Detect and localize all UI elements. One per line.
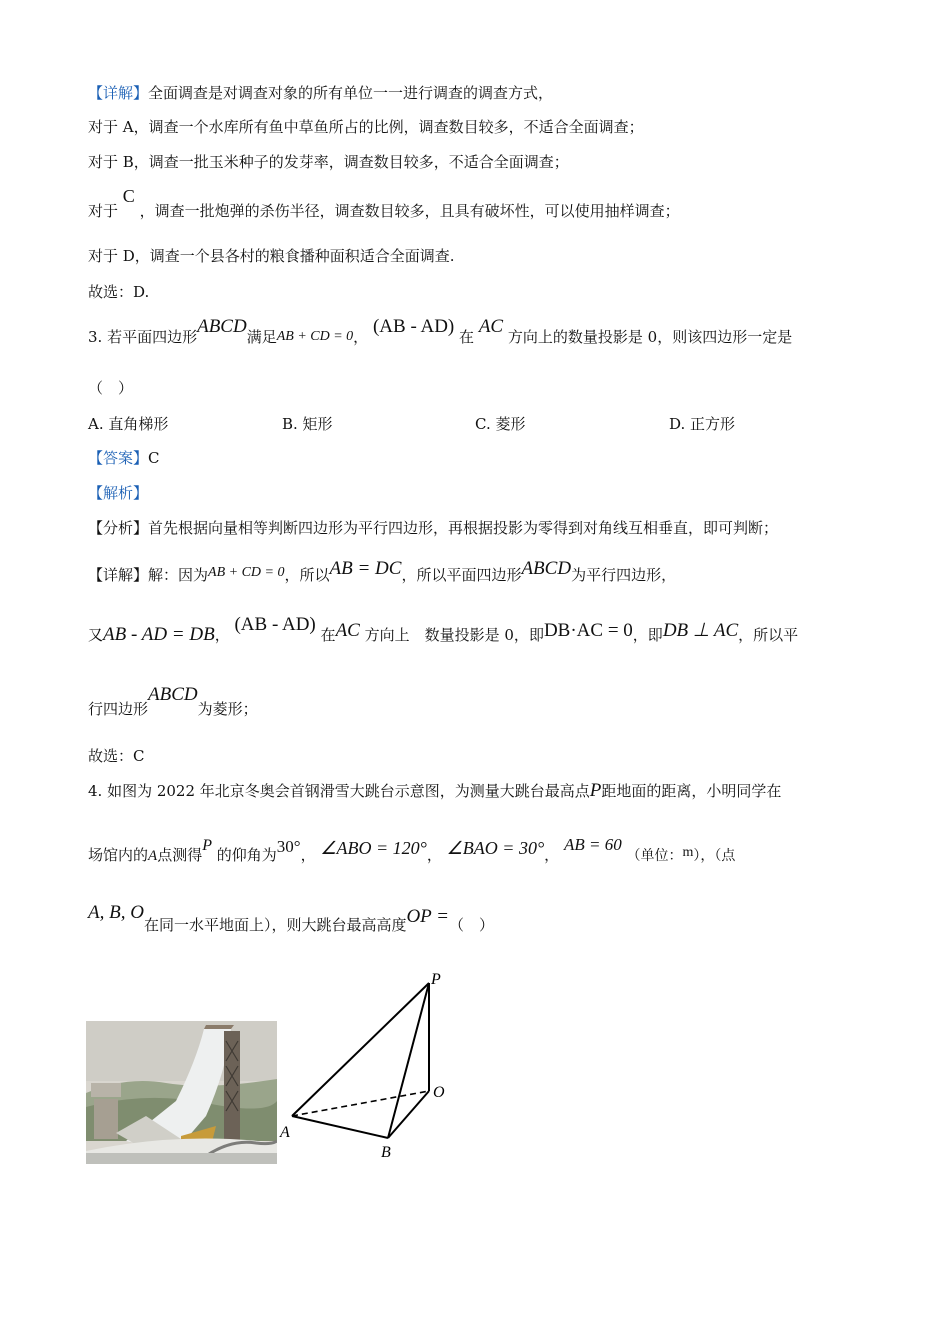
detail-text-b: ，所以 (284, 566, 330, 584)
q4-l2-a: 场馆内的 (88, 846, 149, 864)
q4-l3-a: 在同一水平地面上），则大跳台最高高度 (143, 916, 407, 934)
detail-intro-text: 全面调查是对调查对象的所有单位一一进行调查的调查方式， (148, 84, 554, 102)
q4-l2-h: ），（点 (693, 848, 736, 864)
q4-l2-b: 点测得 (157, 846, 203, 864)
q4-l2-d: ， (300, 846, 316, 864)
q4-l2-p: P (202, 837, 212, 854)
detail-tag: 【详解】 (88, 84, 149, 102)
d2-c: 在 (320, 626, 336, 644)
d2-d: 方向上 数量投影是 0，即 (364, 626, 544, 644)
detail-tag-q3: 【详解】 (88, 566, 149, 584)
q3-expr: (AB - AD) (372, 316, 455, 337)
option-a-explanation: 对于 A，调查一个水库所有鱼中草鱼所占的比例，调查数目较多，不适合全面调查； (88, 118, 644, 136)
q3-analysis-line (88, 483, 148, 503)
detail-text-c: ，所以平面四边形 (401, 566, 522, 584)
label-a: A (280, 1124, 290, 1141)
geometry-figure (276, 966, 456, 1166)
option-c-prefix: 对于 (88, 202, 119, 220)
label-b: B (381, 1144, 391, 1161)
q3-stem-line1 (88, 316, 793, 349)
analysis-tag: 【解析】 (88, 484, 149, 502)
q3-detail-line2 (88, 614, 799, 645)
q3-abcd: ABCD (197, 316, 247, 337)
d2-dot: DB·AC = 0 (543, 620, 633, 641)
q3-eq: AB + CD = 0 (276, 329, 354, 344)
option-c-explanation (88, 186, 680, 221)
q4-l2-g: （单位： (626, 848, 683, 864)
q4-l3-b: （ ） (449, 916, 495, 934)
answer-tag: 【答案】 (88, 449, 149, 467)
option-d-explanation: 对于 D，调查一个县各村的粮食播种面积适合全面调查. (88, 247, 455, 265)
q4-l2-ang: 30° (276, 837, 301, 856)
detail-text-a: 解：因为 (148, 566, 209, 584)
d3-abcd: ABCD (148, 684, 198, 705)
q3-answer-line (88, 448, 160, 468)
q4-l2-f: ， (544, 846, 560, 864)
detail-text-d: 为平行四边形， (571, 566, 677, 584)
q4-l3-op: OP = (406, 906, 450, 927)
q3-detail-line3 (88, 684, 258, 719)
q4-l2-m: m (682, 845, 694, 860)
option-c-letter: C (122, 186, 135, 206)
q4-stem-line3 (88, 902, 495, 935)
q3-number: 3. 若平面四边形 (88, 328, 198, 346)
q3-satisfy: 满足 (246, 328, 277, 346)
q3-ac: AC (478, 316, 504, 337)
ski-jump-photo (86, 1021, 277, 1164)
d3-a: 行四边形 (88, 700, 149, 718)
option-b-explanation: 对于 B，调查一批玉米种子的发芽率，调查数目较多，不适合全面调查； (88, 153, 569, 171)
choice-d: 故选：D. (88, 283, 150, 301)
q3-paren: （ ） (88, 379, 134, 397)
q4-l3-pts: A, B, O (88, 902, 144, 923)
detail-intro-line (88, 83, 553, 103)
q3-option-b: B. 矩形 (282, 415, 333, 433)
q4-l1-b: 距地面的距离，小明同学在 (601, 782, 782, 800)
d2-expr: (AB - AD) (234, 614, 316, 635)
q3-rest: 方向上的数量投影是 0，则该四边形一定是 (507, 328, 793, 346)
q4-stem-line2 (88, 835, 736, 867)
label-o: O (433, 1084, 445, 1101)
d2-e: ，即 (632, 626, 663, 644)
q3-detail-line1 (88, 558, 677, 587)
fenxi-tag: 【分析】 (88, 519, 149, 537)
d2-eq: AB - AD = DB (103, 624, 215, 645)
q4-l1-a: 4. 如图为 2022 年北京冬奥会首钢滑雪大跳台示意图，为测量大跳台最高点 (88, 782, 590, 800)
q4-l2-bao: ∠BAO = 30° (446, 838, 545, 858)
d2-b: ， (214, 626, 230, 644)
edge-ap (292, 983, 429, 1116)
q3-comma: ， (353, 328, 369, 346)
edge-ab (292, 1116, 388, 1138)
d2-ac: AC (335, 620, 360, 641)
detail-abcd: ABCD (521, 558, 572, 579)
q4-l2-A: A (148, 848, 158, 864)
q3-on: 在 (459, 328, 475, 346)
q3-option-d: D. 正方形 (669, 415, 736, 433)
detail-eq1: AB + CD = 0 (208, 565, 285, 580)
d2-perp: DB ⊥ AC (662, 620, 739, 641)
q4-stem-line1 (88, 781, 781, 801)
answer-value: C (148, 449, 160, 467)
q4-l2-c: 的仰角为 (216, 846, 277, 864)
label-p: P (431, 971, 441, 988)
q4-l2-e: ， (426, 846, 442, 864)
q4-l2-abo: ∠ABO = 120° (320, 838, 427, 858)
q3-option-c: C. 菱形 (475, 415, 526, 433)
q3-option-a: A. 直角梯形 (88, 415, 169, 433)
q4-l2-ab: AB = 60 (563, 835, 622, 854)
d2-a: 又 (88, 626, 104, 644)
d3-b: 为菱形； (197, 700, 258, 718)
q3-fenxi-line (88, 518, 778, 538)
option-c-suffix: ，调查一批炮弹的杀伤半径，调查数目较多，且具有破坏性，可以使用抽样调查； (139, 202, 680, 220)
choice-c: 故选：C (88, 747, 145, 765)
fenxi-text: 首先根据向量相等判断四边形为平行四边形，再根据投影为零得到对角线互相垂直，即可判断； (148, 519, 779, 537)
d2-f: ，所以平 (738, 626, 799, 644)
q4-l1-p: P (589, 780, 602, 801)
detail-eq2: AB = DC (329, 558, 402, 579)
